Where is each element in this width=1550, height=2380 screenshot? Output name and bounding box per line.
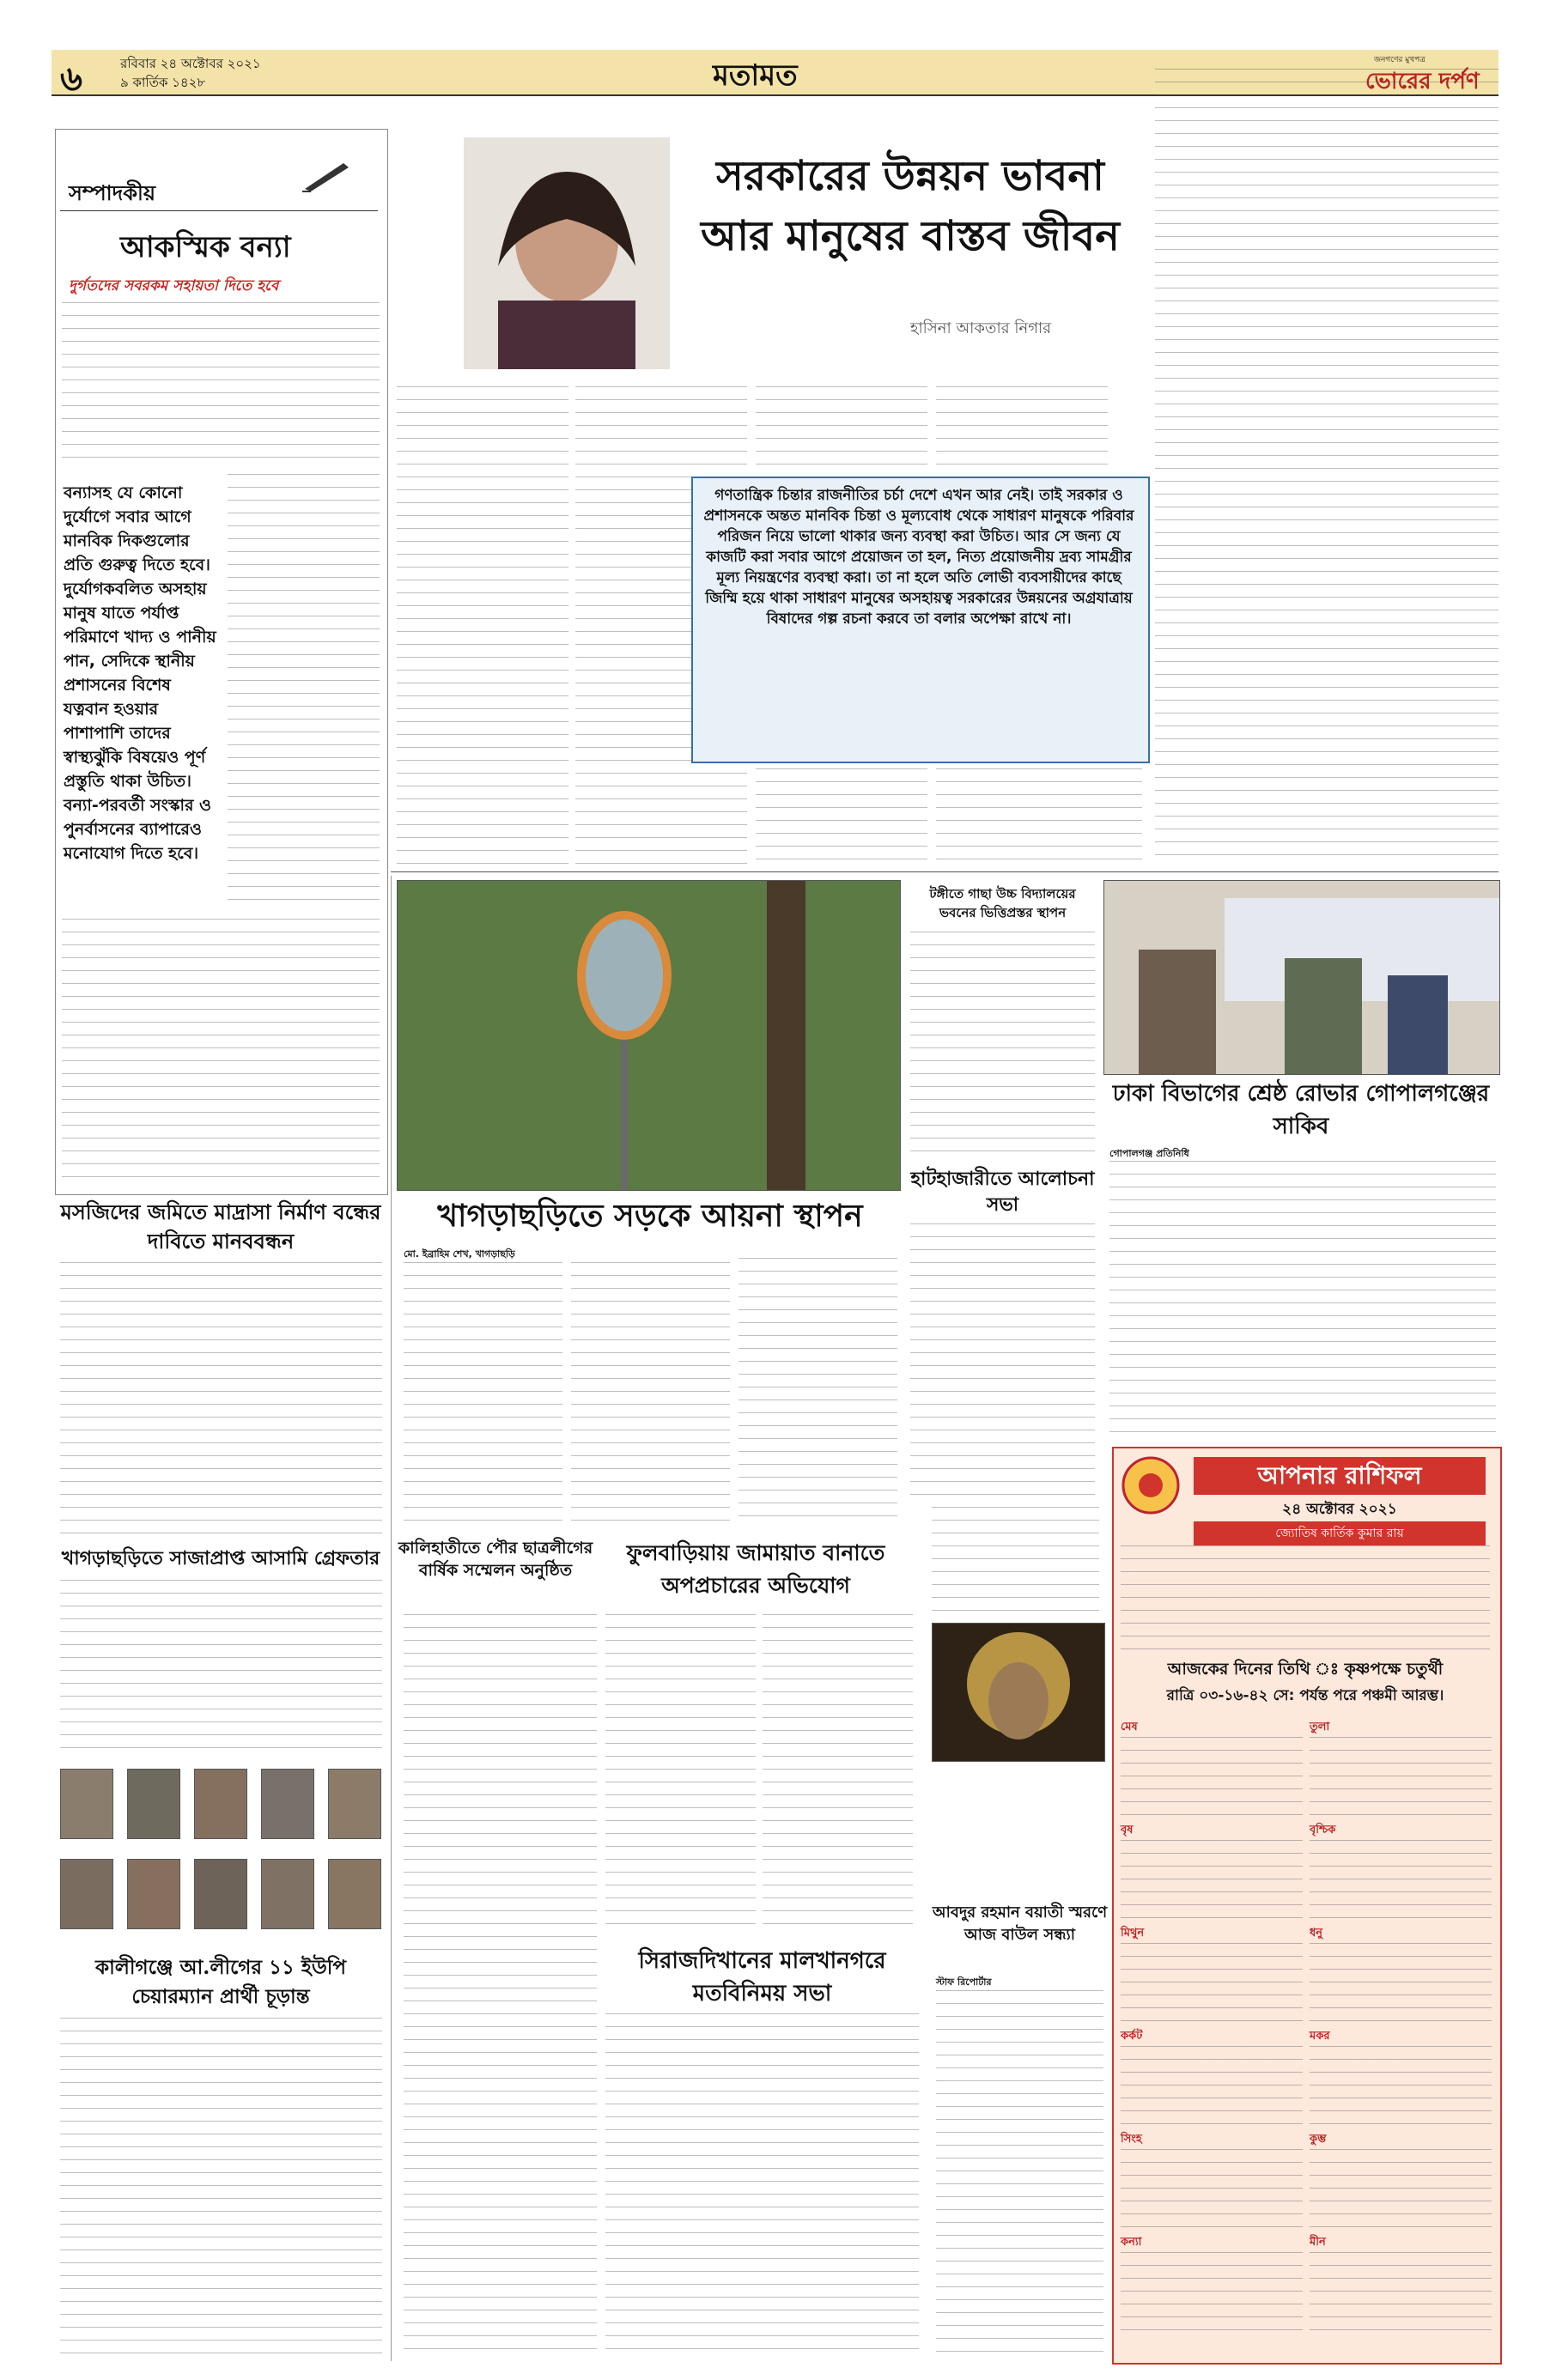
byline-abdur-rahman: স্টাফ রিপোর্টার bbox=[936, 1976, 992, 1988]
sign-kumbha: কুম্ভ bbox=[1310, 2129, 1492, 2232]
sign-mesh: মেষ bbox=[1121, 1717, 1303, 1820]
byline-mirror: মো. ইব্রাহিম শেখ, খাগড়াছড়ি bbox=[404, 1248, 515, 1260]
sign-makar: মকর bbox=[1310, 2026, 1492, 2129]
mirror-photo bbox=[397, 880, 901, 1191]
pen-icon bbox=[301, 159, 352, 193]
horoscope-title: আপনার রাশিফল bbox=[1194, 1457, 1486, 1495]
headline-abdur-rahman: আবদুর রহমান বয়াতী স্মরণে আজ বাউল সন্ধ্যা bbox=[932, 1903, 1108, 1944]
sign-singha: সিংহ bbox=[1121, 2129, 1303, 2232]
main-body-col3b bbox=[756, 768, 927, 867]
horoscope-date: ২৪ অক্টোবর ২০২১ bbox=[1282, 1501, 1397, 1518]
body-sirajdikhan bbox=[605, 2013, 919, 2361]
abdur-rahman-photo bbox=[932, 1623, 1105, 1762]
body-fulbari-1 bbox=[605, 1614, 756, 1932]
body-mirror-2 bbox=[571, 1262, 730, 1528]
sign-meen: মীন bbox=[1310, 2232, 1492, 2335]
headline-kalihati: কালিহাতীতে পৌর ছাত্রলীগের বার্ষিক সম্মেলন অনুষ্ঠিত bbox=[398, 1539, 593, 1580]
headline-kaliganj: কালীগঞ্জে আ.লীগের ১১ ইউপি চেয়ারম্যান প্রার্থী চূড়ান্ত bbox=[95, 1956, 346, 2008]
sign-dhanu: ধনু bbox=[1310, 1923, 1492, 2026]
page-number: ৬ bbox=[60, 58, 83, 99]
main-pull-quote: গণতান্ত্রিক চিন্তার রাজনীতির চর্চা দেশে এখন আর নেই। তাই সরকার ও প্রশাসনকে অন্তত মানবিক চিন্তা ও মূল্যবোধ থেকে সাধারণ মানুষকে পরিবার পরিজন নিয়ে ভালো থাকার জন্য ব্যবস্থা করা উচিত। আর সে জন্য যে কাজটি করা সবার আগে প্রয়োজন তা হল, নিত্য প্রয়োজনীয় দ্রব্য সামগ্রীর মূল্য নিয়ন্ত্রণের ব্যবস্থা করা। তা না হলে অতি লোভী ব্যবসায়ীদের কাছে জিম্মি হয়ে থাকা সাধারণ মানুষের অসহায়ত্ব সরকারের উন্নয়নের অগ্রযাত্রায় বিষাদের গল্প রচনা করবে তা বলার অপেক্ষা রাখে না। bbox=[703, 487, 1134, 628]
sign-brish: বৃষ bbox=[1121, 1820, 1303, 1923]
sign-mithun: মিথুন bbox=[1121, 1923, 1303, 2026]
masthead-tagline: জনগণের মুখপত্র bbox=[1374, 56, 1425, 64]
headline-hathazari: হাটহাজারীতে আলোচনা সভা bbox=[910, 1168, 1095, 1216]
headline-mirror: খাগড়াছড়িতে সড়কে আয়না স্থাপন bbox=[437, 1198, 863, 1234]
body-hathazari bbox=[910, 1223, 1095, 1498]
headline-madrasa: মসজিদের জমিতে মাদ্রাসা নির্মাণ বন্ধের দাবিতে মানববন্ধন bbox=[60, 1199, 381, 1254]
body-kalihati bbox=[404, 1614, 597, 2361]
sign-karkat: কর্কট bbox=[1121, 2026, 1303, 2129]
editorial-body-right bbox=[228, 474, 380, 912]
horoscope-intro bbox=[1121, 1545, 1490, 1653]
author-photo bbox=[464, 137, 670, 369]
main-article-author: হাসিনা আকতার নিগার bbox=[910, 319, 1052, 337]
main-body-col4 bbox=[936, 386, 1108, 472]
sign-tula: তুলা bbox=[1310, 1717, 1492, 1820]
editorial-title: আকস্মিক বন্যা bbox=[120, 230, 291, 264]
body-madrasa bbox=[60, 1262, 382, 1537]
masthead-logo: ভোরের দর্পণ bbox=[1365, 69, 1480, 94]
date-line-2: ৯ কার্তিক ১৪২৮ bbox=[120, 75, 206, 90]
main-article-title: সরকারের উন্নয়ন ভাবনা আর মানুষের বাস্তব জীবন bbox=[701, 152, 1120, 260]
zodiac-wheel-icon bbox=[1121, 1455, 1181, 1515]
rover-photo bbox=[1103, 880, 1500, 1075]
headline-fulbari: ফুলবাড়িয়ায় জামায়াত বানাতে অপপ্রচারের অভিযোগ bbox=[626, 1540, 885, 1598]
horoscope-tithi: আজকের দিনের তিথি ঃ কৃষ্ণপক্ষে চতুর্থী bbox=[1167, 1660, 1444, 1679]
date-line-1: রবিবার ২৪ অক্টোবর ২০২১ bbox=[120, 56, 261, 71]
candidate-photos bbox=[60, 1769, 382, 1940]
main-body-col5 bbox=[1155, 69, 1498, 859]
byline-rover: গোপালগঞ্জ প্রতিনিধি bbox=[1109, 1148, 1189, 1159]
body-arrest bbox=[60, 1580, 382, 1760]
headline-tongi: টঙ্গীতে গাছা উচ্চ বিদ্যালয়ের ভবনের ভিত্তিপ্রস্তর স্থাপন bbox=[929, 886, 1076, 920]
sign-kanya: কন্যা bbox=[1121, 2232, 1303, 2335]
body-kaliganj bbox=[60, 2018, 382, 2361]
editorial-label: সম্পাদকীয় bbox=[69, 180, 156, 205]
horoscope-astrologer: জ্যোতিষ কার্তিক কুমার রায় bbox=[1194, 1521, 1486, 1545]
editorial-body-top bbox=[62, 302, 380, 470]
body-hathazari-2 bbox=[932, 1507, 1099, 1618]
body-abdur-rahman bbox=[936, 1990, 1103, 2361]
editorial-pull-quote: বন্যাসহ যে কোনো দুর্যোগে সবার আগে মানবিক দিকগুলোর প্রতি গুরুত্ব দিতে হবে। দুর্যোগকবলিত অসহায় মানুষ যাতে পর্যাপ্ত পরিমাণে খাদ্য ও পানীয় পান, সেদিকে স্থানীয় প্রশাসনের বিশেষ যত্নবান হওয়ার পাশাপাশি তাদের স্বাস্থ্যঝুঁকি বিষয়েও পূর্ণ প্রস্তুতি থাকা উচিত। বন্যা-পরবর্তী সংস্কার ও পুনর্বাসনের ব্যাপারেও মনোযোগ দিতে হবে। bbox=[64, 483, 216, 863]
headline-arrest: খাগড়াছড়িতে সাজাপ্রাপ্ত আসামি গ্রেফতার bbox=[61, 1547, 380, 1569]
headline-sirajdikhan: সিরাজদিখানের মালখানগরে মতবিনিময় সভা bbox=[638, 1948, 886, 2007]
sign-brishchik: বৃশ্চিক bbox=[1310, 1820, 1492, 1923]
editorial-body-bottom bbox=[62, 919, 380, 1185]
horoscope-signs-left bbox=[1121, 1717, 1303, 2353]
horoscope-tithi-time: রাত্রি ০৩-১৬-৪২ সে: পর্যন্ত পরে পঞ্চমী আরম্ভ। bbox=[1166, 1687, 1444, 1704]
editorial-subtitle: দুর্গতদের সবরকম সহায়তা দিতে হবে bbox=[69, 277, 279, 294]
body-mirror-1 bbox=[404, 1262, 562, 1528]
body-tongi bbox=[910, 932, 1095, 1159]
body-fulbari-2 bbox=[763, 1614, 913, 1932]
body-mirror-3 bbox=[739, 1258, 897, 1528]
headline-rover: ঢাকা বিভাগের শ্রেষ্ঠ রোভার গোপালগঞ্জের সাকিব bbox=[1112, 1081, 1490, 1139]
body-rover bbox=[1109, 1161, 1496, 1440]
horoscope-signs-right bbox=[1310, 1717, 1492, 2353]
section-title: মতামত bbox=[713, 58, 798, 93]
main-body-col3 bbox=[756, 386, 927, 472]
main-body-col4b bbox=[936, 768, 1142, 867]
main-body-col1 bbox=[397, 386, 568, 867]
